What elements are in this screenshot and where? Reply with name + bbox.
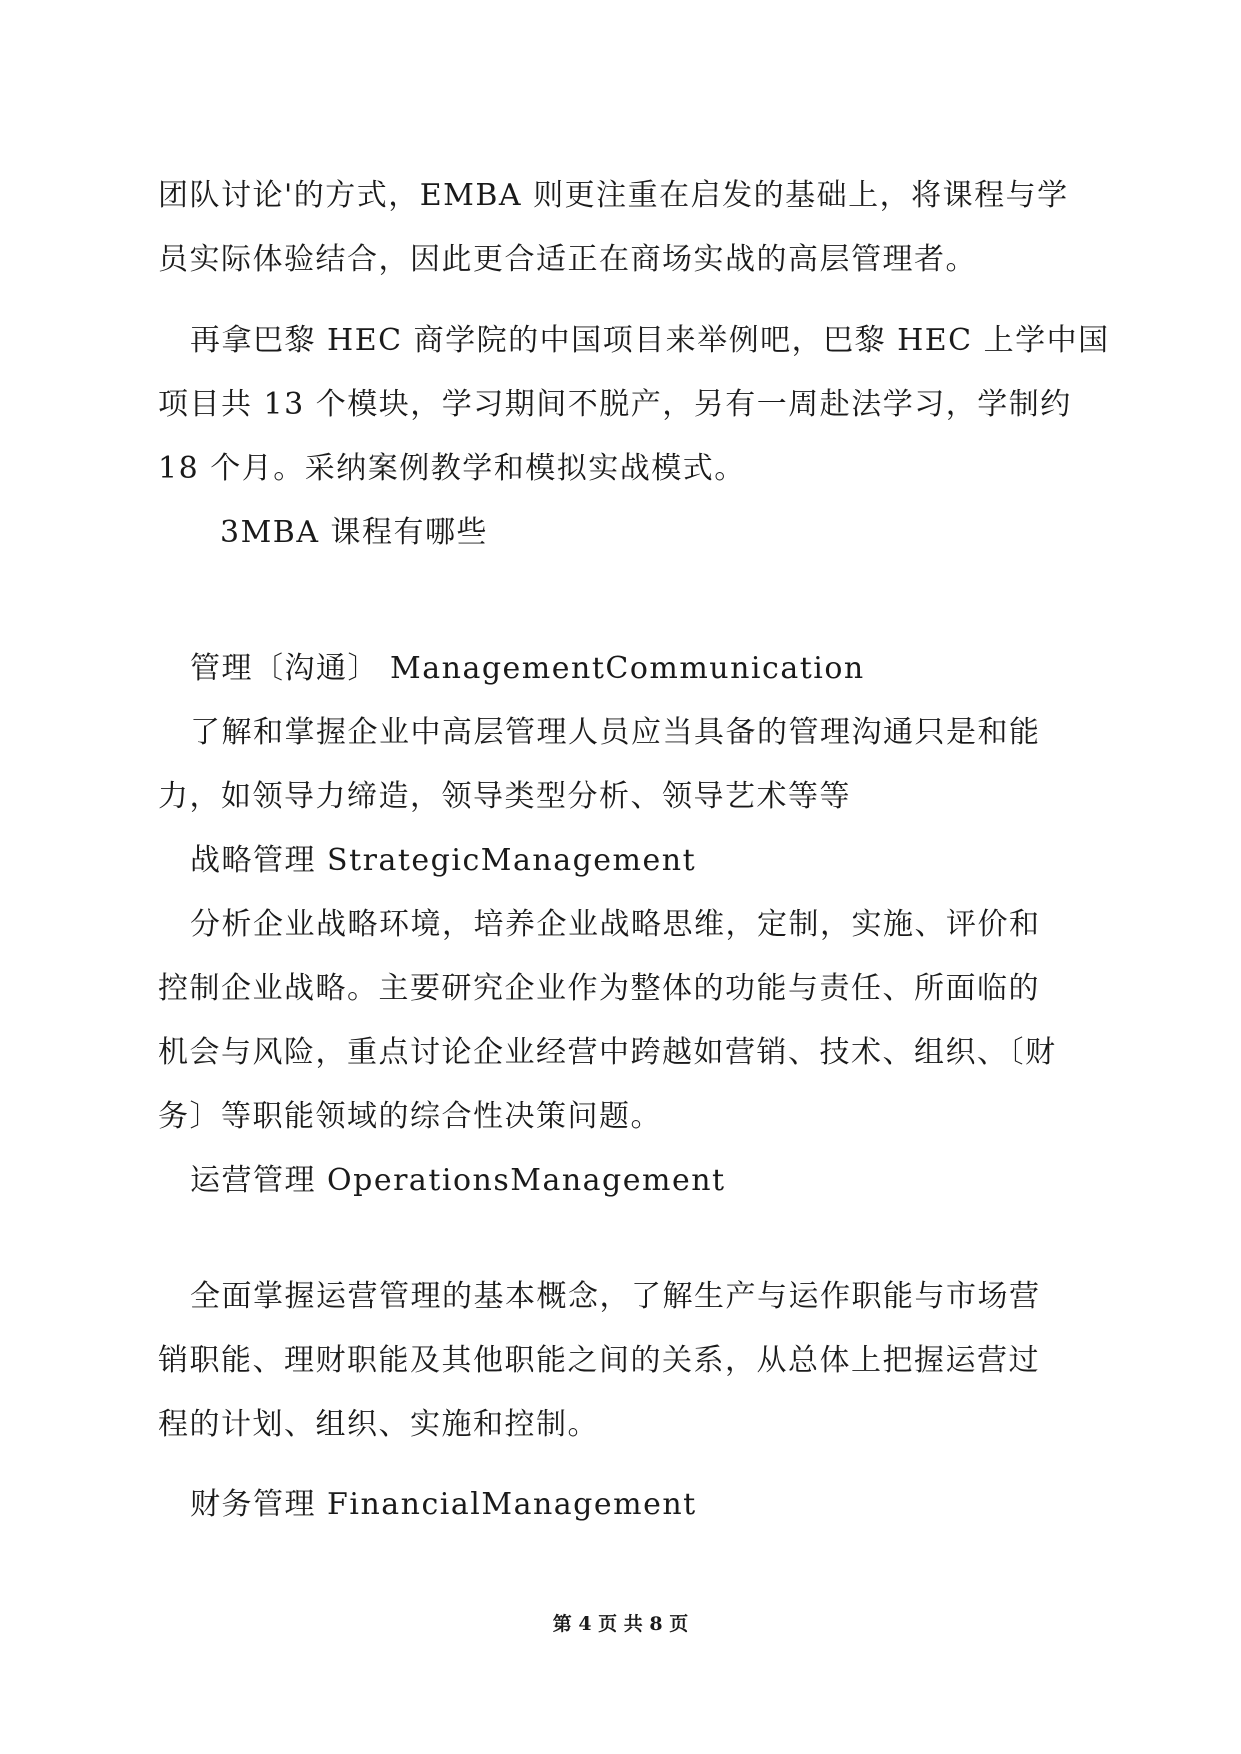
paragraph-line: 团队讨论'的方式，EMBA 则更注重在启发的基础上，将课程与学 bbox=[158, 178, 1069, 213]
paragraph-line: 机会与风险，重点讨论企业经营中跨越如营销、技术、组织、〔财 bbox=[158, 1035, 1057, 1070]
paragraph-line: 力，如领导力缔造，领导类型分析、领导艺术等等 bbox=[158, 779, 851, 814]
paragraph-line: 程的计划、组织、实施和控制。 bbox=[158, 1407, 599, 1442]
paragraph-line: 全面掌握运营管理的基本概念，了解生产与运作职能与市场营 bbox=[190, 1279, 1041, 1314]
section-heading: 3MBA 课程有哪些 bbox=[220, 515, 489, 550]
course-title: 运营管理 OperationsManagement bbox=[190, 1163, 726, 1198]
paragraph-line: 项目共 13 个模块，学习期间不脱产，另有一周赴法学习，学制约 bbox=[158, 387, 1072, 422]
course-title: 管理〔沟通〕 ManagementCommunication bbox=[190, 651, 865, 686]
course-title: 战略管理 StrategicManagement bbox=[190, 843, 697, 878]
paragraph-line: 控制企业战略。主要研究企业作为整体的功能与责任、所面临的 bbox=[158, 971, 1040, 1006]
paragraph-line: 务〕等职能领域的综合性决策问题。 bbox=[158, 1099, 662, 1134]
paragraph-line: 分析企业战略环境，培养企业战略思维，定制，实施、评价和 bbox=[190, 907, 1041, 942]
paragraph-line: 了解和掌握企业中高层管理人员应当具备的管理沟通只是和能 bbox=[190, 715, 1041, 750]
paragraph-line: 员实际体验结合，因此更合适正在商场实战的高层管理者。 bbox=[158, 242, 977, 277]
paragraph-line: 销职能、理财职能及其他职能之间的关系，从总体上把握运营过 bbox=[158, 1343, 1040, 1378]
course-title: 财务管理 FinancialManagement bbox=[190, 1487, 697, 1522]
paragraph-line: 再拿巴黎 HEC 商学院的中国项目来举例吧，巴黎 HEC 上学中国 bbox=[190, 323, 1110, 358]
page-number-footer: 第 4 页 共 8 页 bbox=[552, 1613, 689, 1635]
paragraph-line: 18 个月。采纳案例教学和模拟实战模式。 bbox=[158, 451, 746, 486]
